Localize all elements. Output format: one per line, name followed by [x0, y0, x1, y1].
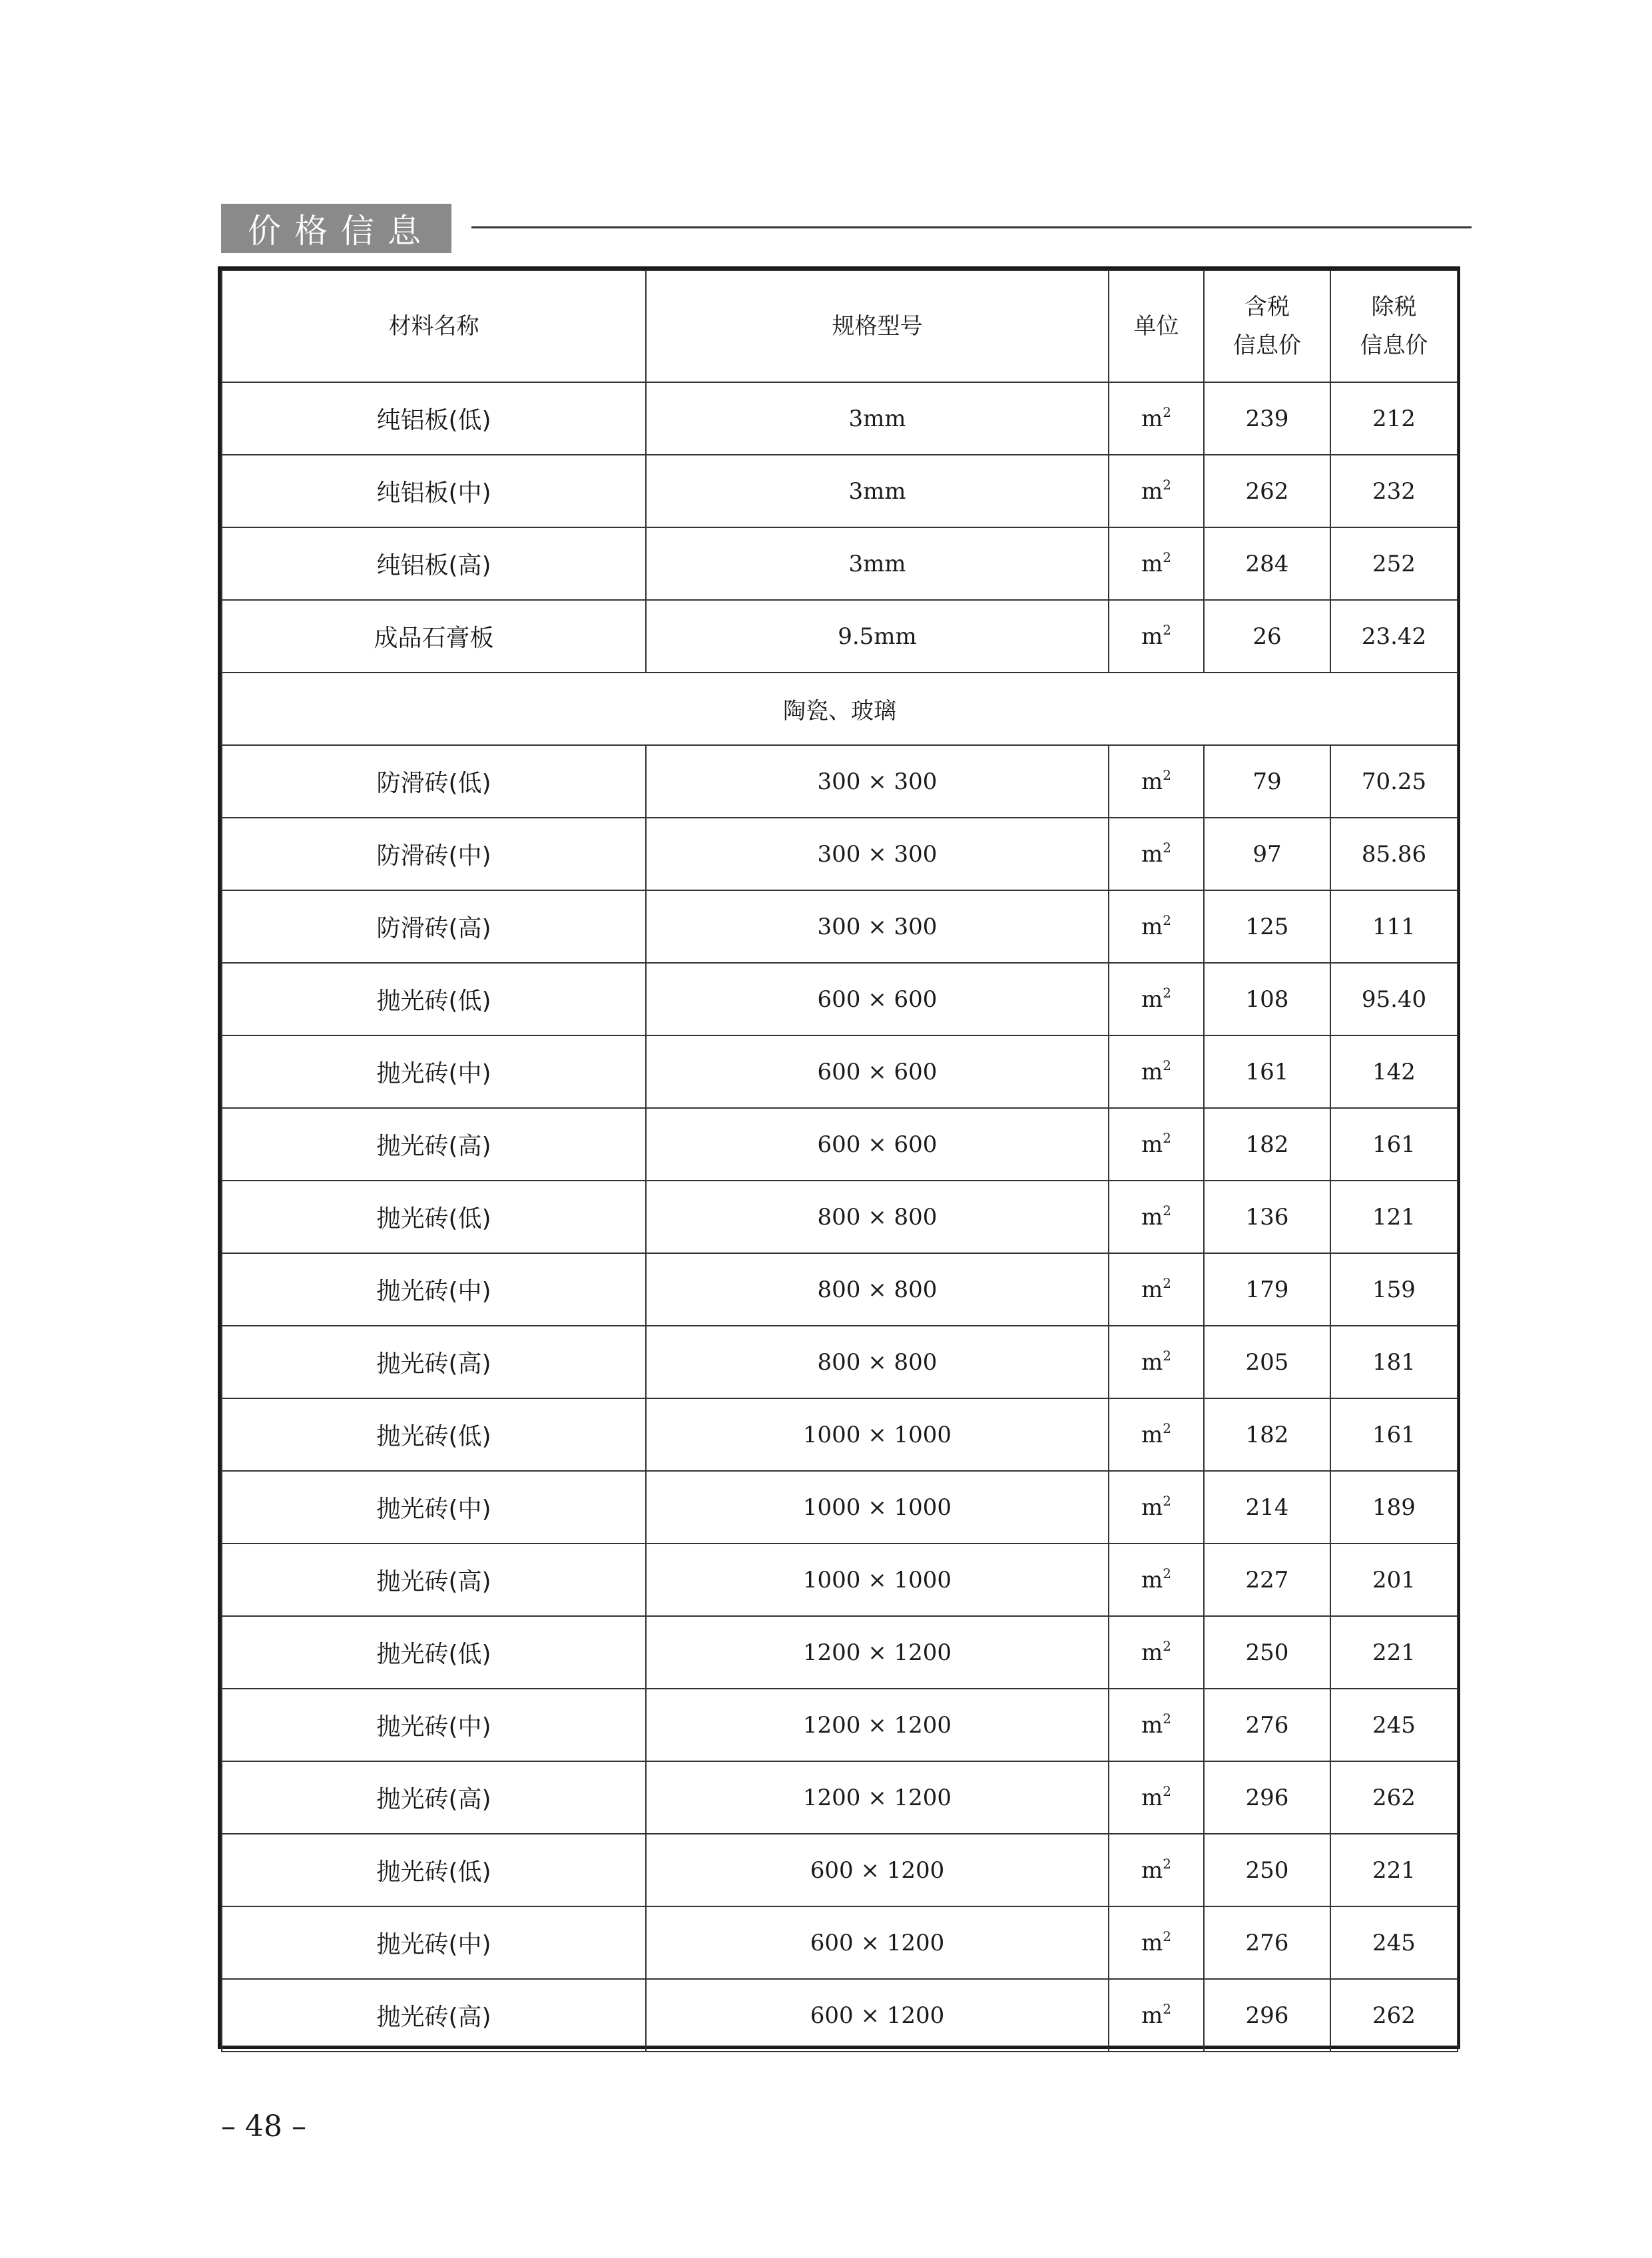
col-header-price-without-tax-line2: 信息价: [1360, 332, 1428, 359]
unit-base: m: [1141, 840, 1163, 868]
price-with-tax-cell: 161: [1204, 1035, 1330, 1108]
col-header-price-without-tax-line1: 除税: [1371, 294, 1417, 320]
unit-base: m: [1141, 1421, 1163, 1448]
unit-base: m: [1141, 1929, 1163, 1956]
unit-cell: [1109, 1398, 1204, 1471]
unit-exponent: 2: [1163, 621, 1171, 638]
material-name-cell: 纯铝板(中): [222, 455, 646, 527]
material-name-cell: 抛光砖(低): [222, 963, 646, 1035]
spec-cell: 800 × 800: [646, 1181, 1109, 1253]
unit-exponent: 2: [1163, 839, 1171, 856]
material-name-cell: 抛光砖(中): [222, 1471, 646, 1544]
table-body: [222, 382, 1458, 2052]
material-name-cell: 抛光砖(中): [222, 1035, 646, 1108]
spec-cell: 1200 × 1200: [646, 1761, 1109, 1834]
table-row: [222, 818, 1458, 890]
col-header-price-with-tax-line1: 含税: [1244, 294, 1290, 320]
unit-cell: [1109, 1616, 1204, 1689]
spec-cell: 600 × 1200: [646, 1834, 1109, 1906]
material-name-cell: 抛光砖(中): [222, 1253, 646, 1326]
price-with-tax-cell: 296: [1204, 1979, 1330, 2052]
price-with-tax-cell: 97: [1204, 818, 1330, 890]
spec-cell: 300 × 300: [646, 745, 1109, 818]
unit-cell: [1109, 1544, 1204, 1616]
material-name-cell: 防滑砖(低): [222, 745, 646, 818]
price-with-tax-cell: 239: [1204, 382, 1330, 455]
spec-cell: 1000 × 1000: [646, 1471, 1109, 1544]
unit-exponent: 2: [1163, 1565, 1171, 1581]
unit-exponent: 2: [1163, 1710, 1171, 1727]
spec-cell: 800 × 800: [646, 1326, 1109, 1398]
unit-exponent: 2: [1163, 2000, 1171, 2017]
price-without-tax-cell: 232: [1330, 455, 1458, 527]
table-row: [222, 1544, 1458, 1616]
unit-cell: [1109, 1906, 1204, 1979]
price-with-tax-cell: 79: [1204, 745, 1330, 818]
unit-base: m: [1141, 768, 1163, 795]
unit-base: m: [1141, 405, 1163, 432]
spec-cell: 1200 × 1200: [646, 1616, 1109, 1689]
unit-cell: [1109, 818, 1204, 890]
price-with-tax-cell: 182: [1204, 1108, 1330, 1181]
price-without-tax-cell: 23.42: [1330, 600, 1458, 673]
price-without-tax-cell: 85.86: [1330, 818, 1458, 890]
table-row: [222, 1906, 1458, 1979]
unit-base: m: [1141, 623, 1163, 650]
price-with-tax-cell: 250: [1204, 1834, 1330, 1906]
unit-base: m: [1141, 1494, 1163, 1521]
price-without-tax-cell: 201: [1330, 1544, 1458, 1616]
unit-cell: [1109, 1326, 1204, 1398]
price-with-tax-cell: 250: [1204, 1616, 1330, 1689]
spec-cell: 600 × 600: [646, 1108, 1109, 1181]
material-name-cell: 抛光砖(高): [222, 1979, 646, 2052]
price-with-tax-cell: 26: [1204, 600, 1330, 673]
unit-exponent: 2: [1163, 1492, 1171, 1509]
table-row: [222, 1253, 1458, 1326]
table-row: [222, 1761, 1458, 1834]
table-row: [222, 745, 1458, 818]
price-without-tax-cell: 161: [1330, 1398, 1458, 1471]
price-with-tax-cell: 136: [1204, 1181, 1330, 1253]
price-without-tax-cell: 142: [1330, 1035, 1458, 1108]
price-with-tax-cell: 205: [1204, 1326, 1330, 1398]
table-row: [222, 963, 1458, 1035]
unit-exponent: 2: [1163, 1347, 1171, 1364]
price-without-tax-cell: 245: [1330, 1906, 1458, 1979]
unit-exponent: 2: [1163, 549, 1171, 565]
spec-cell: 3mm: [646, 382, 1109, 455]
price-without-tax-cell: 262: [1330, 1761, 1458, 1834]
spec-cell: 300 × 300: [646, 890, 1109, 963]
spec-cell: 9.5mm: [646, 600, 1109, 673]
material-name-cell: 成品石膏板: [222, 600, 646, 673]
unit-exponent: 2: [1163, 476, 1171, 493]
spec-cell: 3mm: [646, 527, 1109, 600]
material-name-cell: 抛光砖(高): [222, 1761, 646, 1834]
unit-base: m: [1141, 1711, 1163, 1739]
unit-base: m: [1141, 2002, 1163, 2029]
table-row: [222, 600, 1458, 673]
price-with-tax-cell: 276: [1204, 1689, 1330, 1761]
material-name-cell: 抛光砖(低): [222, 1616, 646, 1689]
price-with-tax-cell: 276: [1204, 1906, 1330, 1979]
unit-base: m: [1141, 1566, 1163, 1593]
unit-cell: [1109, 1979, 1204, 2052]
table-row: [222, 455, 1458, 527]
unit-cell: [1109, 1761, 1204, 1834]
price-with-tax-cell: 125: [1204, 890, 1330, 963]
unit-base: m: [1141, 1131, 1163, 1158]
unit-exponent: 2: [1163, 1928, 1171, 1944]
table-row: [222, 1979, 1458, 2052]
material-name-cell: 抛光砖(高): [222, 1326, 646, 1398]
price-with-tax-cell: 179: [1204, 1253, 1330, 1326]
unit-base: m: [1141, 986, 1163, 1013]
col-header-price-with-tax: [1204, 270, 1330, 382]
unit-exponent: 2: [1163, 404, 1171, 420]
unit-exponent: 2: [1163, 1129, 1171, 1146]
price-with-tax-cell: 214: [1204, 1471, 1330, 1544]
material-name-cell: 防滑砖(中): [222, 818, 646, 890]
price-without-tax-cell: 252: [1330, 527, 1458, 600]
price-without-tax-cell: 221: [1330, 1616, 1458, 1689]
price-without-tax-cell: 245: [1330, 1689, 1458, 1761]
material-name-cell: 纯铝板(高): [222, 527, 646, 600]
unit-exponent: 2: [1163, 1855, 1171, 1872]
price-without-tax-cell: 221: [1330, 1834, 1458, 1906]
price-without-tax-cell: 70.25: [1330, 745, 1458, 818]
unit-cell: [1109, 745, 1204, 818]
unit-exponent: 2: [1163, 1783, 1171, 1799]
section-divider: [471, 226, 1472, 228]
unit-cell: [1109, 1181, 1204, 1253]
unit-exponent: 2: [1163, 766, 1171, 783]
col-header-name: 材料名称: [222, 270, 646, 382]
unit-cell: [1109, 1471, 1204, 1544]
table-row: [222, 1035, 1458, 1108]
table-row: [222, 1834, 1458, 1906]
spec-cell: 600 × 1200: [646, 1979, 1109, 2052]
table-header: [222, 270, 1458, 382]
material-name-cell: 抛光砖(低): [222, 1834, 646, 1906]
spec-cell: 3mm: [646, 455, 1109, 527]
unit-base: m: [1141, 1784, 1163, 1811]
price-with-tax-cell: 182: [1204, 1398, 1330, 1471]
price-with-tax-cell: 108: [1204, 963, 1330, 1035]
col-header-spec: 规格型号: [646, 270, 1109, 382]
unit-base: m: [1141, 1203, 1163, 1231]
material-name-cell: 抛光砖(低): [222, 1181, 646, 1253]
spec-cell: 1000 × 1000: [646, 1544, 1109, 1616]
unit-exponent: 2: [1163, 1420, 1171, 1436]
price-table: [218, 266, 1460, 2049]
price-without-tax-cell: 121: [1330, 1181, 1458, 1253]
unit-cell: [1109, 963, 1204, 1035]
spec-cell: 600 × 1200: [646, 1906, 1109, 1979]
unit-cell: [1109, 1108, 1204, 1181]
section-title: 价格信息: [221, 204, 451, 253]
unit-base: m: [1141, 1276, 1163, 1303]
unit-exponent: 2: [1163, 984, 1171, 1001]
price-with-tax-cell: 284: [1204, 527, 1330, 600]
spec-cell: 300 × 300: [646, 818, 1109, 890]
col-header-price-without-tax: [1330, 270, 1458, 382]
unit-cell: [1109, 1035, 1204, 1108]
unit-cell: [1109, 1253, 1204, 1326]
table-row: [222, 1326, 1458, 1398]
spec-cell: 600 × 600: [646, 1035, 1109, 1108]
unit-cell: [1109, 890, 1204, 963]
page-number: – 48 –: [221, 2110, 306, 2143]
unit-exponent: 2: [1163, 1274, 1171, 1291]
unit-base: m: [1141, 1856, 1163, 1884]
price-without-tax-cell: 212: [1330, 382, 1458, 455]
unit-exponent: 2: [1163, 1637, 1171, 1654]
table-row: [222, 1616, 1458, 1689]
table-row: [222, 1398, 1458, 1471]
spec-cell: 1000 × 1000: [646, 1398, 1109, 1471]
unit-base: m: [1141, 1058, 1163, 1085]
table-row: [222, 1689, 1458, 1761]
unit-exponent: 2: [1163, 1202, 1171, 1219]
table-row: [222, 1108, 1458, 1181]
unit-cell: [1109, 1834, 1204, 1906]
price-without-tax-cell: 181: [1330, 1326, 1458, 1398]
price-with-tax-cell: 262: [1204, 455, 1330, 527]
spec-cell: 600 × 600: [646, 963, 1109, 1035]
price-without-tax-cell: 262: [1330, 1979, 1458, 2052]
price-without-tax-cell: 159: [1330, 1253, 1458, 1326]
price-with-tax-cell: 227: [1204, 1544, 1330, 1616]
table-row: [222, 527, 1458, 600]
material-name-cell: 纯铝板(低): [222, 382, 646, 455]
unit-base: m: [1141, 477, 1163, 505]
price-without-tax-cell: 95.40: [1330, 963, 1458, 1035]
unit-exponent: 2: [1163, 1057, 1171, 1073]
price-with-tax-cell: 296: [1204, 1761, 1330, 1834]
material-name-cell: 抛光砖(高): [222, 1544, 646, 1616]
unit-base: m: [1141, 1348, 1163, 1376]
col-header-price-with-tax-line2: 信息价: [1233, 332, 1301, 359]
spec-cell: 800 × 800: [646, 1253, 1109, 1326]
unit-cell: [1109, 1689, 1204, 1761]
price-without-tax-cell: 189: [1330, 1471, 1458, 1544]
unit-base: m: [1141, 1639, 1163, 1666]
category-label: 陶瓷、玻璃: [222, 673, 1458, 745]
price-without-tax-cell: 111: [1330, 890, 1458, 963]
unit-base: m: [1141, 550, 1163, 577]
unit-exponent: 2: [1163, 912, 1171, 928]
table-row: [222, 890, 1458, 963]
unit-cell: [1109, 600, 1204, 673]
unit-cell: [1109, 455, 1204, 527]
unit-cell: [1109, 382, 1204, 455]
material-name-cell: 抛光砖(低): [222, 1398, 646, 1471]
col-header-unit: 单位: [1109, 270, 1204, 382]
table-row: [222, 382, 1458, 455]
table-row: [222, 1471, 1458, 1544]
unit-base: m: [1141, 913, 1163, 940]
category-row: [222, 673, 1458, 745]
material-name-cell: 抛光砖(高): [222, 1108, 646, 1181]
price-without-tax-cell: 161: [1330, 1108, 1458, 1181]
material-name-cell: 抛光砖(中): [222, 1689, 646, 1761]
material-name-cell: 抛光砖(中): [222, 1906, 646, 1979]
spec-cell: 1200 × 1200: [646, 1689, 1109, 1761]
table-row: [222, 1181, 1458, 1253]
unit-cell: [1109, 527, 1204, 600]
material-name-cell: 防滑砖(高): [222, 890, 646, 963]
